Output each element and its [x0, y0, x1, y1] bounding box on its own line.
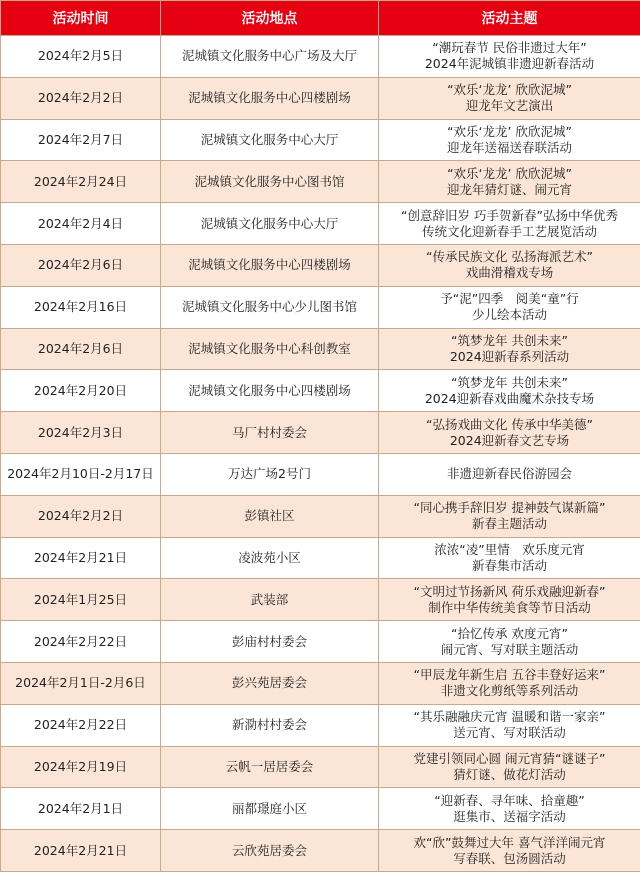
activity-theme-cell — [379, 746, 640, 788]
activity-theme-cell — [379, 495, 640, 537]
activity-place-cell: 泥城镇文化服务中心图书馆 — [161, 161, 379, 203]
activity-theme-line: “筑梦龙年 共创未来” — [381, 375, 638, 391]
table-row — [1, 746, 640, 788]
activity-time-cell: 2024年2月22日 — [1, 621, 161, 663]
activity-time-cell: 2024年2月4日 — [1, 203, 161, 245]
activity-theme-cell — [379, 203, 640, 245]
activity-place-cell: 彭镇社区 — [161, 495, 379, 537]
activity-theme-line: 制作中华传统美食等节日活动 — [381, 600, 638, 616]
activity-place-cell: 泥城镇文化服务中心四楼剧场 — [161, 77, 379, 119]
activity-time-cell: 2024年2月2日 — [1, 495, 161, 537]
activity-place-cell: 泥城镇文化服务中心科创教室 — [161, 328, 379, 370]
activity-time-cell: 2024年2月10日-2月17日 — [1, 453, 161, 495]
table-row — [1, 203, 640, 245]
activity-place-cell: 彭兴苑居委会 — [161, 662, 379, 704]
table-row — [1, 453, 640, 495]
activity-place-cell: 泥城镇文化服务中心四楼剧场 — [161, 370, 379, 412]
activity-time-cell: 2024年2月6日 — [1, 244, 161, 286]
activity-theme-cell — [379, 453, 640, 495]
activity-theme-line: 2024迎新春系列活动 — [381, 349, 638, 365]
activity-theme-line: 迎龙年文艺演出 — [381, 98, 638, 114]
table-row — [1, 286, 640, 328]
activity-place-cell: 马厂村村委会 — [161, 412, 379, 454]
activity-time-cell: 2024年2月21日 — [1, 830, 161, 872]
activity-time-cell: 2024年2月16日 — [1, 286, 161, 328]
activity-theme-cell — [379, 621, 640, 663]
activity-time-cell: 2024年2月5日 — [1, 36, 161, 78]
activity-time-cell: 2024年2月1日-2月6日 — [1, 662, 161, 704]
activity-theme-cell — [379, 77, 640, 119]
activity-theme-cell — [379, 244, 640, 286]
table-row — [1, 788, 640, 830]
activity-theme-cell — [379, 370, 640, 412]
activity-time-cell: 2024年2月21日 — [1, 537, 161, 579]
activity-theme-line: “潮玩春节 民俗非遗过大年” — [381, 40, 638, 56]
table-row — [1, 579, 640, 621]
activity-theme-line: 迎龙年猜灯谜、闹元宵 — [381, 182, 638, 198]
activity-time-cell: 2024年1月25日 — [1, 579, 161, 621]
activity-theme-line: “甲辰龙年新生启 五谷丰登好运来” — [381, 667, 638, 683]
activity-theme-line: 党建引领同心圆 闹元宵猜“谜谜子” — [381, 751, 638, 767]
activity-theme-line: 迎龙年送福送春联活动 — [381, 140, 638, 156]
activity-theme-line: 2024迎新春戏曲魔术杂技专场 — [381, 391, 638, 407]
activity-time-cell: 2024年2月7日 — [1, 119, 161, 161]
activity-time-cell: 2024年2月24日 — [1, 161, 161, 203]
activity-time-cell: 2024年2月19日 — [1, 746, 161, 788]
activity-theme-line: 非遗文化剪纸等系列活动 — [381, 683, 638, 699]
activity-theme-cell — [379, 328, 640, 370]
activity-theme-cell — [379, 537, 640, 579]
header-activity-time: 活动时间 — [1, 1, 161, 36]
activity-place-cell: 新泐村村委会 — [161, 704, 379, 746]
activity-theme-line: “欢乐‘龙龙’ 欣欣泥城” — [381, 124, 638, 140]
activity-place-cell: 泥城镇文化服务中心少儿图书馆 — [161, 286, 379, 328]
activity-theme-line: 予“泥”四季 阅美“童”行 — [381, 291, 638, 307]
activity-theme-cell — [379, 830, 640, 872]
table-row — [1, 537, 640, 579]
activity-theme-line: “同心携手辞旧岁 提神鼓气谋新篇” — [381, 500, 638, 516]
activity-theme-cell — [379, 788, 640, 830]
activity-theme-cell — [379, 161, 640, 203]
activity-theme-cell — [379, 662, 640, 704]
activity-theme-line: 欢“欣”鼓舞过大年 喜气洋洋闹元宵 — [381, 835, 638, 851]
activity-theme-line: 新春集市活动 — [381, 558, 638, 574]
activity-place-cell: 丽都璟庭小区 — [161, 788, 379, 830]
activity-theme-line: “其乐融融庆元宵 温暖和谐一家亲” — [381, 709, 638, 725]
activity-theme-line: 送元宵、写对联活动 — [381, 725, 638, 741]
activity-time-cell: 2024年2月3日 — [1, 412, 161, 454]
table-body — [1, 36, 640, 872]
activity-theme-cell — [379, 579, 640, 621]
activity-time-cell: 2024年2月20日 — [1, 370, 161, 412]
activity-theme-cell — [379, 412, 640, 454]
header-activity-theme: 活动主题 — [379, 1, 640, 36]
activity-theme-line: “拾忆传承 欢度元宵” — [381, 626, 638, 642]
table-row — [1, 412, 640, 454]
activity-theme-line: 2024年泥城镇非遗迎新春活动 — [381, 56, 638, 72]
activity-time-cell: 2024年2月6日 — [1, 328, 161, 370]
activity-theme-line: 浓浓“凌”里情 欢乐度元宵 — [381, 542, 638, 558]
activity-place-cell: 凌波苑小区 — [161, 537, 379, 579]
table-row — [1, 370, 640, 412]
activity-time-cell: 2024年2月1日 — [1, 788, 161, 830]
activity-theme-line: “文明过节扬新风 荷乐戏融迎新春” — [381, 584, 638, 600]
table-row — [1, 495, 640, 537]
activity-place-cell: 泥城镇文化服务中心大厅 — [161, 203, 379, 245]
table-row — [1, 621, 640, 663]
activity-theme-line: 戏曲滑稽戏专场 — [381, 265, 638, 281]
table-row — [1, 830, 640, 872]
activity-place-cell: 彭庙村村委会 — [161, 621, 379, 663]
activity-theme-line: 传统文化迎新春手工艺展览活动 — [381, 224, 638, 240]
activity-theme-line: “欢乐‘龙龙’ 欣欣泥城” — [381, 82, 638, 98]
activity-theme-line: “弘扬戏曲文化 传承中华美德” — [381, 417, 638, 433]
activity-theme-cell — [379, 286, 640, 328]
activity-theme-line: “欢乐‘龙龙’ 欣欣泥城” — [381, 166, 638, 182]
table-row — [1, 704, 640, 746]
activity-time-cell: 2024年2月2日 — [1, 77, 161, 119]
activity-theme-line: 新春主题活动 — [381, 516, 638, 532]
activity-theme-line: “迎新春、寻年味、拾童趣” — [381, 793, 638, 809]
table-row — [1, 119, 640, 161]
table-row — [1, 328, 640, 370]
activity-theme-line: 非遗迎新春民俗游园会 — [381, 466, 638, 482]
activity-theme-line: 写春联、包汤圆活动 — [381, 851, 638, 867]
activity-place-cell: 泥城镇文化服务中心广场及大厅 — [161, 36, 379, 78]
activity-place-cell: 云帆一居居委会 — [161, 746, 379, 788]
table-row — [1, 662, 640, 704]
activity-theme-line: 闹元宵、写对联主题活动 — [381, 642, 638, 658]
activity-theme-cell — [379, 36, 640, 78]
activity-place-cell: 泥城镇文化服务中心四楼剧场 — [161, 244, 379, 286]
table-header-row — [1, 1, 640, 36]
header-activity-place: 活动地点 — [161, 1, 379, 36]
activity-theme-line: “创意辞旧岁 巧手贺新春”弘扬中华优秀 — [381, 208, 638, 224]
activity-theme-line: “传承民族文化 弘扬海派艺术” — [381, 249, 638, 265]
table-row — [1, 77, 640, 119]
activity-place-cell: 云欣苑居委会 — [161, 830, 379, 872]
activity-theme-cell — [379, 119, 640, 161]
table-row — [1, 161, 640, 203]
table-row — [1, 36, 640, 78]
activity-theme-line: 少儿绘本活动 — [381, 307, 638, 323]
activity-time-cell: 2024年2月22日 — [1, 704, 161, 746]
activity-place-cell: 泥城镇文化服务中心大厅 — [161, 119, 379, 161]
activity-theme-line: “筑梦龙年 共创未来” — [381, 333, 638, 349]
activity-theme-cell — [379, 704, 640, 746]
activity-theme-line: 2024迎新春文艺专场 — [381, 433, 638, 449]
activity-place-cell: 武装部 — [161, 579, 379, 621]
table-row — [1, 244, 640, 286]
activity-place-cell: 万达广场2号门 — [161, 453, 379, 495]
activity-theme-line: 猜灯谜、做花灯活动 — [381, 767, 638, 783]
activity-theme-line: 逛集市、送福字活动 — [381, 809, 638, 825]
